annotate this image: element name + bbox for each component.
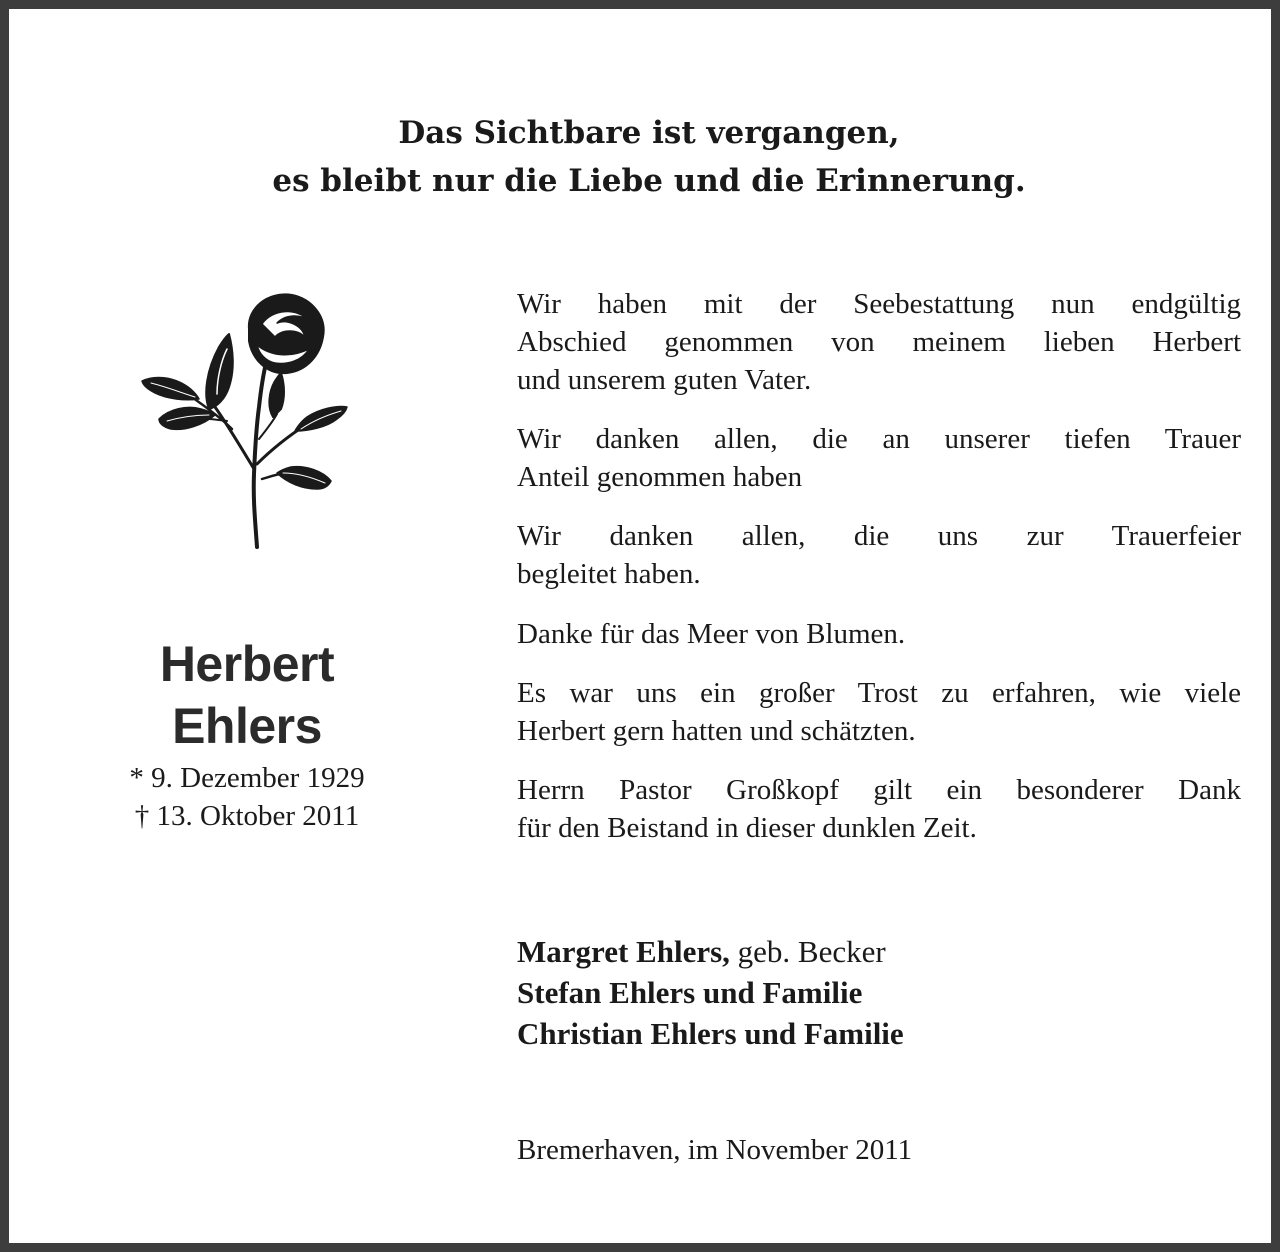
message-line: Herrn Pastor Großkopf gilt ein besonderer Dank: [517, 774, 1241, 806]
deceased-last-name: Ehlers: [172, 698, 322, 754]
signature-margret: [517, 931, 1241, 972]
heading: [9, 109, 1280, 205]
message-line: Wir haben mit der Seebestattung nun endgültig: [517, 288, 1241, 320]
message-paragraph-1: [517, 285, 1241, 399]
signature-christian: [517, 1013, 1241, 1054]
message-paragraph-2: [517, 420, 1241, 496]
message-line: Es war uns ein großer Trost zu erfahren, wie viele: [517, 677, 1241, 709]
message-paragraph-3: [517, 517, 1241, 593]
rose-icon: [137, 289, 353, 551]
message-line: Wir danken allen, die uns zur Trauerfeier: [517, 520, 1241, 552]
message-line: Wir danken allen, die an unserer tiefen Trauer: [517, 423, 1241, 455]
message-line: Anteil genommen haben: [517, 461, 803, 493]
heading-line-2: es bleibt nur die Liebe und die Erinnerung.: [272, 163, 1026, 199]
signature-stefan: [517, 972, 1241, 1013]
message-line: Danke für das Meer von Blumen.: [517, 618, 906, 650]
message-line: Abschied genommen von meinem lieben Herbert: [517, 326, 1241, 358]
message-line: und unserem guten Vater.: [517, 364, 812, 396]
deceased-first-name: Herbert: [159, 636, 335, 692]
message-paragraph-5: [517, 674, 1241, 750]
heading-line-1: Das Sichtbare ist vergangen,: [398, 115, 900, 151]
message-paragraph-6: [517, 771, 1241, 847]
message-line: begleitet haben.: [517, 558, 701, 590]
message-paragraph-4: [517, 615, 1241, 653]
message-line: Herbert gern hatten und schätzten.: [517, 715, 916, 747]
message-line: für den Beistand in dieser dunklen Zeit.: [517, 812, 977, 844]
signature-name: Stefan Ehlers und Familie: [517, 975, 863, 1010]
birth-date: * 9. Dezember 1929: [129, 762, 365, 794]
place-and-date: Bremerhaven, im November 2011: [517, 1134, 913, 1166]
signature-name: Margret Ehlers,: [517, 934, 730, 969]
death-date: † 13. Oktober 2011: [134, 800, 360, 832]
signature-name: Christian Ehlers und Familie: [517, 1016, 904, 1051]
signature-note: geb. Becker: [729, 934, 886, 969]
